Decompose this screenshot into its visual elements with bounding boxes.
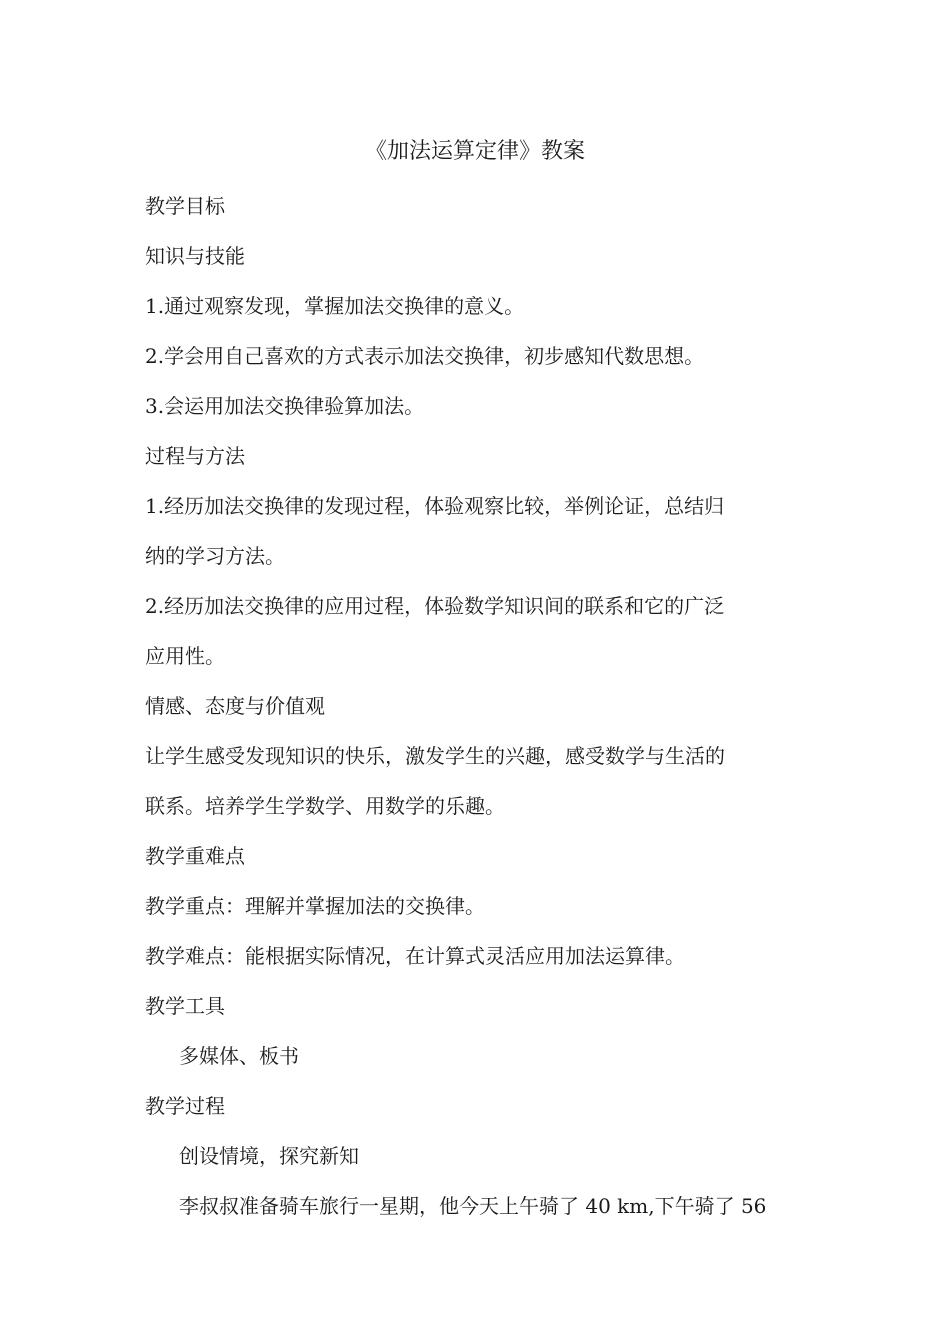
paragraph-line: 2.学会用自己喜欢的方式表示加法交换律，初步感知代数思想。 xyxy=(145,344,705,368)
document-body xyxy=(145,181,825,1231)
paragraph-line: 联系。培养学生学数学、用数学的乐趣。 xyxy=(145,794,505,818)
paragraph-line: 2.经历加法交换律的应用过程，体验数学知识间的联系和它的广泛 xyxy=(145,594,725,618)
paragraph-line: 过程与方法 xyxy=(145,444,245,468)
paragraph-line: 3.会运用加法交换律验算加法。 xyxy=(145,394,425,418)
paragraph-line: 教学难点：能根据实际情况，在计算式灵活应用加法运算律。 xyxy=(145,944,685,968)
paragraph-line: 1.通过观察发现，掌握加法交换律的意义。 xyxy=(145,294,525,318)
paragraph-line: 教学工具 xyxy=(145,994,225,1018)
paragraph-line: 多媒体、板书 xyxy=(179,1044,299,1068)
paragraph-line: 创设情境，探究新知 xyxy=(179,1144,359,1168)
paragraph-line: 1.经历加法交换律的发现过程，体验观察比较，举例论证，总结归 xyxy=(145,494,725,518)
document-title: 《加法运算定律》教案 xyxy=(364,139,585,164)
paragraph-line: 让学生感受发现知识的快乐，激发学生的兴趣，感受数学与生活的 xyxy=(145,744,725,768)
paragraph-line: 教学重难点 xyxy=(145,844,245,868)
paragraph-line: 教学目标 xyxy=(145,194,225,218)
paragraph-line: 应用性。 xyxy=(145,644,225,668)
paragraph-line: 李叔叔准备骑车旅行一星期，他今天上午骑了 40 km,下午骑了 56 xyxy=(179,1194,767,1218)
paragraph-line: 教学重点：理解并掌握加法的交换律。 xyxy=(145,894,485,918)
paragraph-line: 情感、态度与价值观 xyxy=(145,694,325,718)
paragraph-line: 教学过程 xyxy=(145,1094,225,1118)
paragraph-line: 纳的学习方法。 xyxy=(145,544,285,568)
paragraph-line: 知识与技能 xyxy=(145,244,245,268)
